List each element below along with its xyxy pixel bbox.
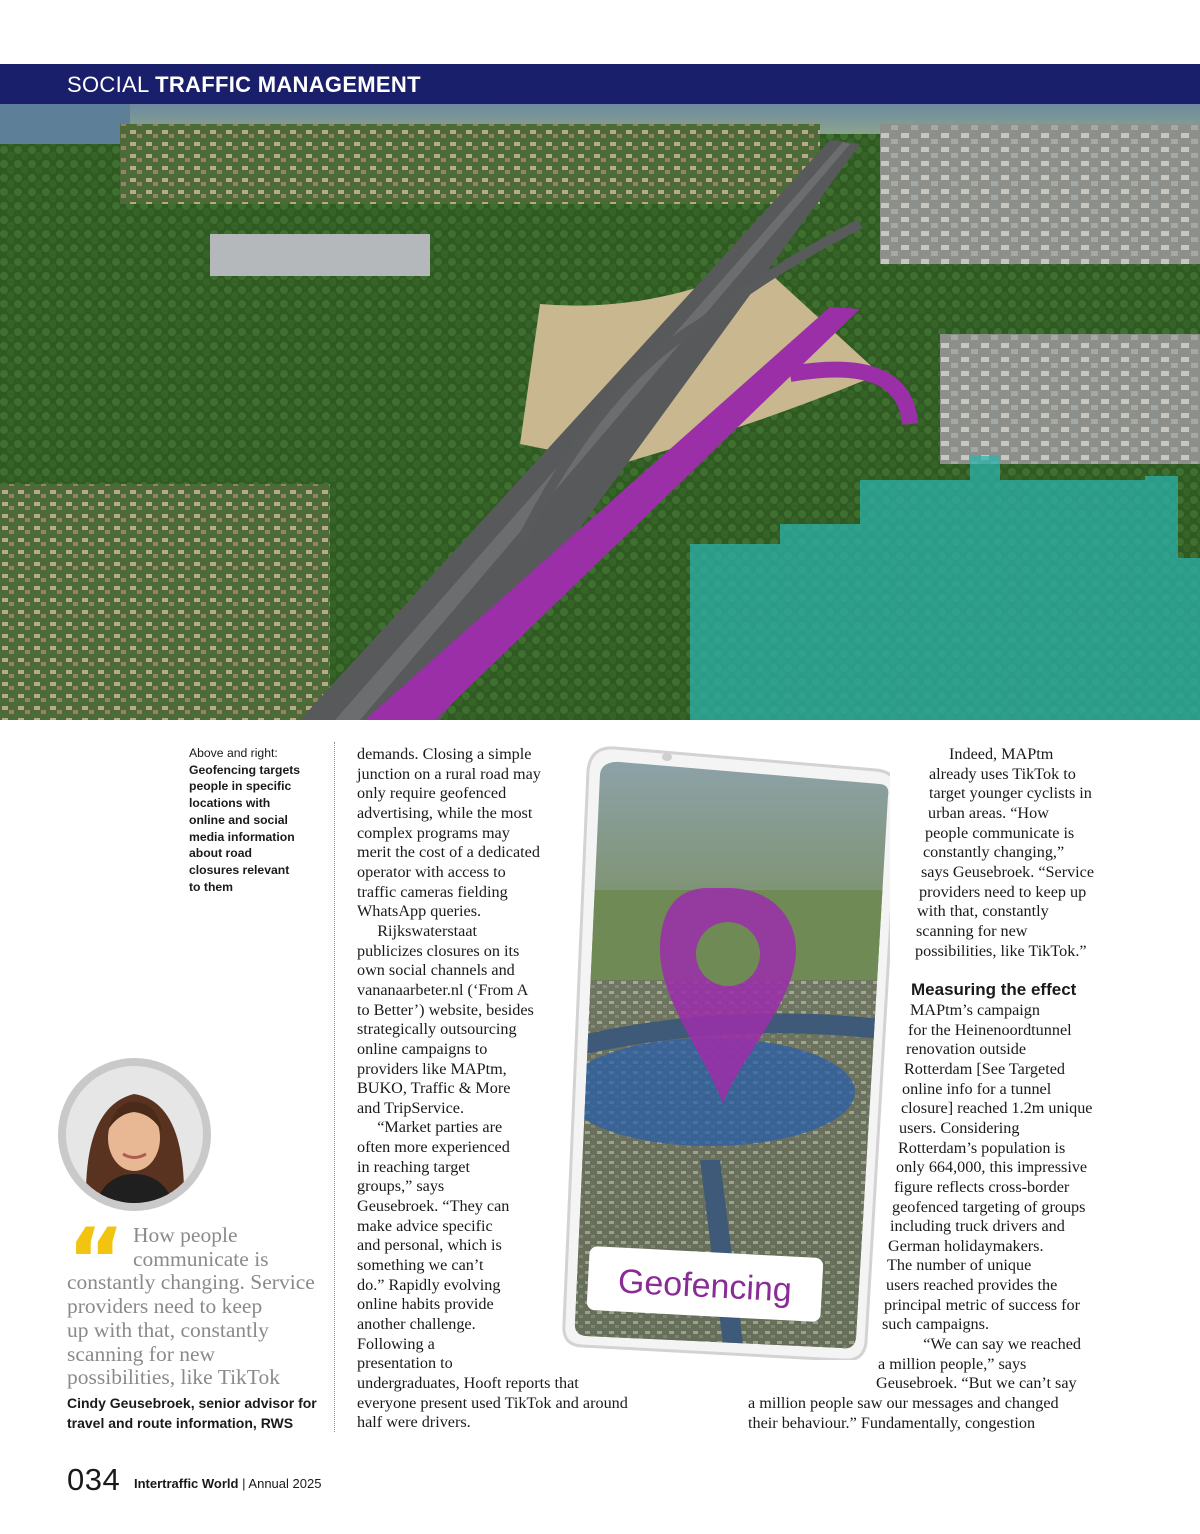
article-line: closure] reached 1.2m unique	[901, 1099, 1093, 1118]
article-line: merit the cost of a dedicated	[357, 843, 540, 862]
article-line: for the Heinenoordtunnel	[908, 1020, 1072, 1039]
article-line: groups,” says	[357, 1177, 445, 1196]
article-line: Rotterdam’s population is	[898, 1138, 1066, 1157]
pull-quote-line: scanning for new	[67, 1341, 216, 1366]
article-line: complex programs may	[357, 823, 510, 842]
footer-separator: |	[242, 1476, 246, 1491]
article-line: everyone present used TikTok and around	[357, 1393, 628, 1412]
article-line: junction on a rural road may	[357, 764, 541, 783]
article-line: often more experienced	[357, 1138, 510, 1157]
pull-quote-mark: “	[67, 1209, 125, 1312]
article-line: a million people,” says	[878, 1354, 1027, 1373]
pull-quote-line: possibilities, like TikTok	[67, 1365, 280, 1390]
article-line: and personal, which is	[357, 1236, 502, 1255]
pull-quote-attribution	[67, 1394, 337, 1433]
article-line: presentation to	[357, 1354, 453, 1373]
article-line: operator with access to	[357, 862, 506, 881]
article-line: BUKO, Traffic & More	[357, 1079, 511, 1098]
article-line: online habits provide	[357, 1295, 494, 1314]
article-line: “We can say we reached	[903, 1335, 1082, 1354]
article-line: principal metric of success for	[884, 1295, 1080, 1314]
article-line: urban areas. “How	[928, 803, 1049, 822]
article-line: Indeed, MAPtm	[949, 745, 1054, 763]
aerial-hero-photo	[0, 104, 1200, 720]
article-line: a million people saw our messages and changed	[748, 1394, 1059, 1412]
caption-line: online and social	[189, 812, 288, 827]
phone-geofencing-graphic	[560, 740, 890, 1360]
article-line: such campaigns.	[882, 1315, 989, 1334]
article-line: renovation outside	[906, 1040, 1027, 1059]
article-line: in reaching target	[357, 1157, 470, 1176]
page-number: 034	[67, 1462, 121, 1497]
article-line: and TripService.	[357, 1098, 465, 1117]
article-line: publicizes closures on its	[357, 941, 520, 960]
article-line: demands. Closing a simple	[357, 745, 532, 763]
pull-quote	[67, 1224, 337, 1390]
caption-line: people in specific	[189, 779, 292, 794]
article-line: The number of unique	[887, 1256, 1032, 1275]
article-line: users. Considering	[899, 1118, 1020, 1137]
caption-line: media information	[189, 829, 295, 844]
article-line: undergraduates, Hooft reports that	[357, 1374, 579, 1392]
article-line: their behaviour.” Fundamentally, congestion	[748, 1413, 1036, 1432]
attribution-line: travel and route information, RWS	[67, 1414, 294, 1431]
pull-quote-line: How people	[133, 1223, 238, 1247]
article-line: with that, constantly	[917, 902, 1049, 921]
article-line: users reached provides the	[886, 1276, 1058, 1295]
article-line: Following a	[357, 1334, 435, 1353]
pull-quote-line: communicate is	[133, 1246, 269, 1271]
article-line: to Better’) website, besides	[357, 1000, 534, 1019]
caption-lead: Above and right:	[189, 746, 278, 760]
article-line: possibilities, like TikTok.”	[915, 941, 1087, 960]
article-line: only 664,000, this impressive	[896, 1158, 1088, 1177]
pull-quote-line: providers need to keep	[67, 1294, 263, 1319]
article-line: Geusebroek. “But we can’t say	[876, 1374, 1077, 1393]
article-line: constantly changing,”	[923, 843, 1065, 862]
issue-label: Annual 2025	[248, 1476, 322, 1491]
caption-line: to them	[189, 879, 234, 894]
article-line: providers need to keep up	[919, 882, 1087, 901]
article-line: MAPtm’s campaign	[910, 1001, 1040, 1019]
article-line: strategically outsourcing	[357, 1020, 517, 1039]
article-line: own social channels and	[357, 961, 515, 980]
article-line: says Geusebroek. “Service	[921, 862, 1095, 881]
article-line: half were drivers.	[357, 1413, 471, 1432]
article-line: make advice specific	[357, 1216, 493, 1235]
article-line: advertising, while the most	[357, 803, 533, 822]
article-line: German holidaymakers.	[888, 1236, 1044, 1255]
pull-quote-line: up with that, constantly	[67, 1317, 269, 1342]
geofencing-label: Geofencing	[617, 1262, 793, 1310]
publication-name: Intertraffic World	[134, 1476, 239, 1491]
article-line: geofenced targeting of groups	[892, 1197, 1086, 1216]
article-line: online campaigns to	[357, 1039, 488, 1058]
article-line: do.” Rapidly evolving	[357, 1275, 501, 1294]
section-subheading: Measuring the effect	[911, 980, 1077, 999]
caption-line: about road	[189, 846, 252, 861]
article-line: Geusebroek. “They can	[357, 1197, 510, 1216]
section-title-bold: TRAFFIC MANAGEMENT	[155, 72, 421, 97]
article-line: Rotterdam [See Targeted	[904, 1059, 1065, 1078]
attribution-line: Cindy Geusebroek, senior advisor for	[67, 1395, 317, 1411]
article-line: traffic cameras fielding	[357, 882, 508, 901]
article-line: scanning for new	[916, 921, 1028, 940]
section-title	[67, 72, 421, 98]
article-line: “Market parties are	[357, 1118, 503, 1137]
article-line: Rijkswaterstaat	[357, 921, 478, 940]
article-line: target younger cyclists in	[929, 784, 1092, 803]
caption-line: locations with	[189, 796, 271, 811]
article-line: online info for a tunnel	[902, 1079, 1052, 1098]
author-portrait	[58, 1058, 211, 1211]
article-line: figure reflects cross-border	[894, 1177, 1070, 1196]
pull-quote-line: constantly changing. Service	[67, 1270, 315, 1295]
article-line: WhatsApp queries.	[357, 902, 482, 921]
article-line: something we can’t	[357, 1256, 484, 1275]
article-line: only require geofenced	[357, 784, 507, 803]
article-line: already uses TikTok to	[929, 764, 1076, 783]
article-line: providers like MAPtm,	[357, 1059, 507, 1078]
publication-info	[134, 1476, 321, 1491]
section-title-light: SOCIAL	[67, 72, 149, 97]
article-line: another challenge.	[357, 1315, 476, 1334]
article-line: including truck drivers and	[890, 1217, 1065, 1236]
caption-line: closures relevant	[189, 862, 290, 877]
caption-line: Geofencing targets	[189, 762, 301, 777]
photo-caption	[189, 745, 319, 895]
article-line: people communicate is	[925, 823, 1075, 842]
article-line: vananaarbeter.nl (‘From A	[357, 980, 529, 999]
